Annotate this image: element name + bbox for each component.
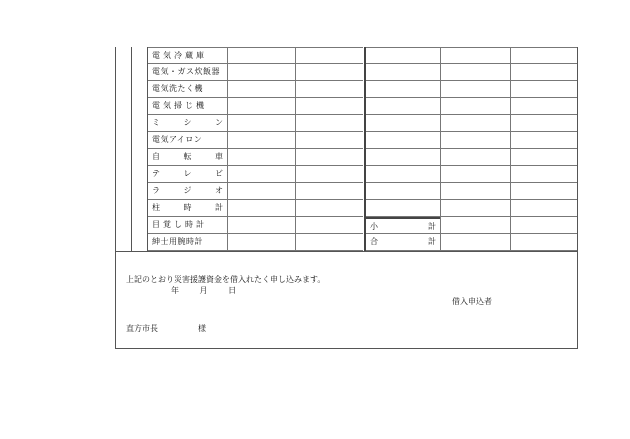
amount-cell[interactable] [441, 217, 510, 234]
blank-label-cell [366, 47, 440, 64]
amount-cell[interactable] [228, 98, 295, 115]
mayor-label: 直方市長 [126, 324, 158, 333]
subtotal-label [366, 217, 440, 234]
item-name-label: 電気・ガス炊飯器 [152, 67, 220, 76]
amount-cell[interactable] [296, 149, 363, 166]
amount-cell[interactable] [441, 166, 510, 183]
amount-cell[interactable] [511, 132, 577, 149]
item-name-cell [148, 149, 227, 166]
item-name-label: 自 転 車 [152, 152, 223, 161]
amount-cell[interactable] [296, 183, 363, 200]
item-name-cell [148, 217, 227, 234]
amount-cell[interactable] [441, 115, 510, 132]
amount-cell[interactable] [228, 132, 295, 149]
blank-label-cell [366, 183, 440, 200]
amount-cell[interactable] [441, 132, 510, 149]
summary-text: 合 計 [370, 237, 436, 246]
amount-cell[interactable] [296, 98, 363, 115]
item-name-cell [148, 183, 227, 200]
item-name-cell [148, 47, 227, 64]
amount-cell[interactable] [441, 200, 510, 217]
item-name-label: テ レ ビ [152, 169, 223, 178]
amount-cell[interactable] [511, 234, 577, 251]
amount-cell[interactable] [441, 98, 510, 115]
amount-cell[interactable] [296, 47, 363, 64]
amount-cell[interactable] [511, 166, 577, 183]
blank-label-cell [366, 98, 440, 115]
amount-cell[interactable] [441, 64, 510, 81]
blank-label-cell [366, 149, 440, 166]
summary-text: 小 計 [370, 222, 436, 231]
item-name-label: 目覚し時計 [152, 220, 207, 229]
date-line [171, 285, 254, 296]
amount-cell[interactable] [228, 115, 295, 132]
amount-cell[interactable] [296, 115, 363, 132]
blank-label-cell [366, 81, 440, 98]
amount-cell[interactable] [511, 47, 577, 64]
amount-column [511, 47, 577, 251]
item-name-cell [148, 81, 227, 98]
amount-cell[interactable] [296, 81, 363, 98]
item-name-label: 柱 時 計 [152, 203, 223, 212]
amount-cell[interactable] [511, 217, 577, 234]
month-label: 月 [199, 286, 208, 295]
amount-cell[interactable] [296, 132, 363, 149]
applicant-label: 借入申込者 [452, 297, 492, 306]
total-label [366, 234, 440, 251]
summary-label-column [366, 47, 441, 251]
item-name-label: ラ ジ オ [152, 186, 223, 195]
blank-label-cell [366, 132, 440, 149]
honorific: 様 [198, 324, 206, 333]
item-name-cell [148, 115, 227, 132]
amount-column [228, 47, 296, 251]
amount-cell[interactable] [296, 234, 363, 251]
day-label: 日 [228, 286, 237, 295]
amount-cell[interactable] [296, 217, 363, 234]
amount-cell[interactable] [511, 64, 577, 81]
amount-cell[interactable] [228, 234, 295, 251]
household-items-table [116, 47, 577, 252]
amount-cell[interactable] [228, 217, 295, 234]
amount-cell[interactable] [441, 234, 510, 251]
margin-line [131, 47, 132, 251]
amount-cell[interactable] [441, 81, 510, 98]
item-name-column [148, 47, 228, 251]
amount-cell[interactable] [511, 149, 577, 166]
application-statement: 上記のとおり災害援護資金を借入れたく申し込みます。 [126, 275, 326, 284]
item-name-cell [148, 166, 227, 183]
amount-cell[interactable] [296, 166, 363, 183]
amount-cell[interactable] [228, 200, 295, 217]
amount-cell[interactable] [441, 47, 510, 64]
amount-cell[interactable] [511, 81, 577, 98]
item-name-label: 電気冷蔵庫 [152, 51, 207, 60]
blank-label-cell [366, 200, 440, 217]
item-name-label: 電気アイロン [152, 135, 203, 144]
amount-cell[interactable] [228, 64, 295, 81]
item-name-label: 電気掃じ機 [152, 101, 207, 110]
amount-cell[interactable] [511, 200, 577, 217]
amount-cell[interactable] [296, 200, 363, 217]
amount-cell[interactable] [228, 183, 295, 200]
amount-cell[interactable] [228, 149, 295, 166]
item-name-label: 電気洗たく機 [152, 84, 203, 93]
amount-column [441, 47, 511, 251]
amount-cell[interactable] [511, 183, 577, 200]
addressee [126, 323, 206, 334]
blank-label-cell [366, 166, 440, 183]
loan-application-form [115, 47, 578, 349]
item-name-cell [148, 200, 227, 217]
amount-cell[interactable] [511, 115, 577, 132]
item-name-label: ミ シ ン [152, 118, 223, 127]
year-label: 年 [171, 286, 179, 295]
amount-cell[interactable] [296, 64, 363, 81]
amount-cell[interactable] [441, 149, 510, 166]
item-name-cell [148, 234, 227, 251]
amount-cell[interactable] [228, 166, 295, 183]
blank-label-cell [366, 64, 440, 81]
item-name-label: 紳士用腕時計 [152, 237, 203, 246]
amount-cell[interactable] [511, 98, 577, 115]
blank-label-cell [366, 115, 440, 132]
item-name-cell [148, 64, 227, 81]
item-name-cell [148, 98, 227, 115]
amount-column [296, 47, 363, 251]
amount-cell[interactable] [228, 47, 295, 64]
amount-cell[interactable] [441, 183, 510, 200]
amount-cell[interactable] [228, 81, 295, 98]
item-name-cell [148, 132, 227, 149]
